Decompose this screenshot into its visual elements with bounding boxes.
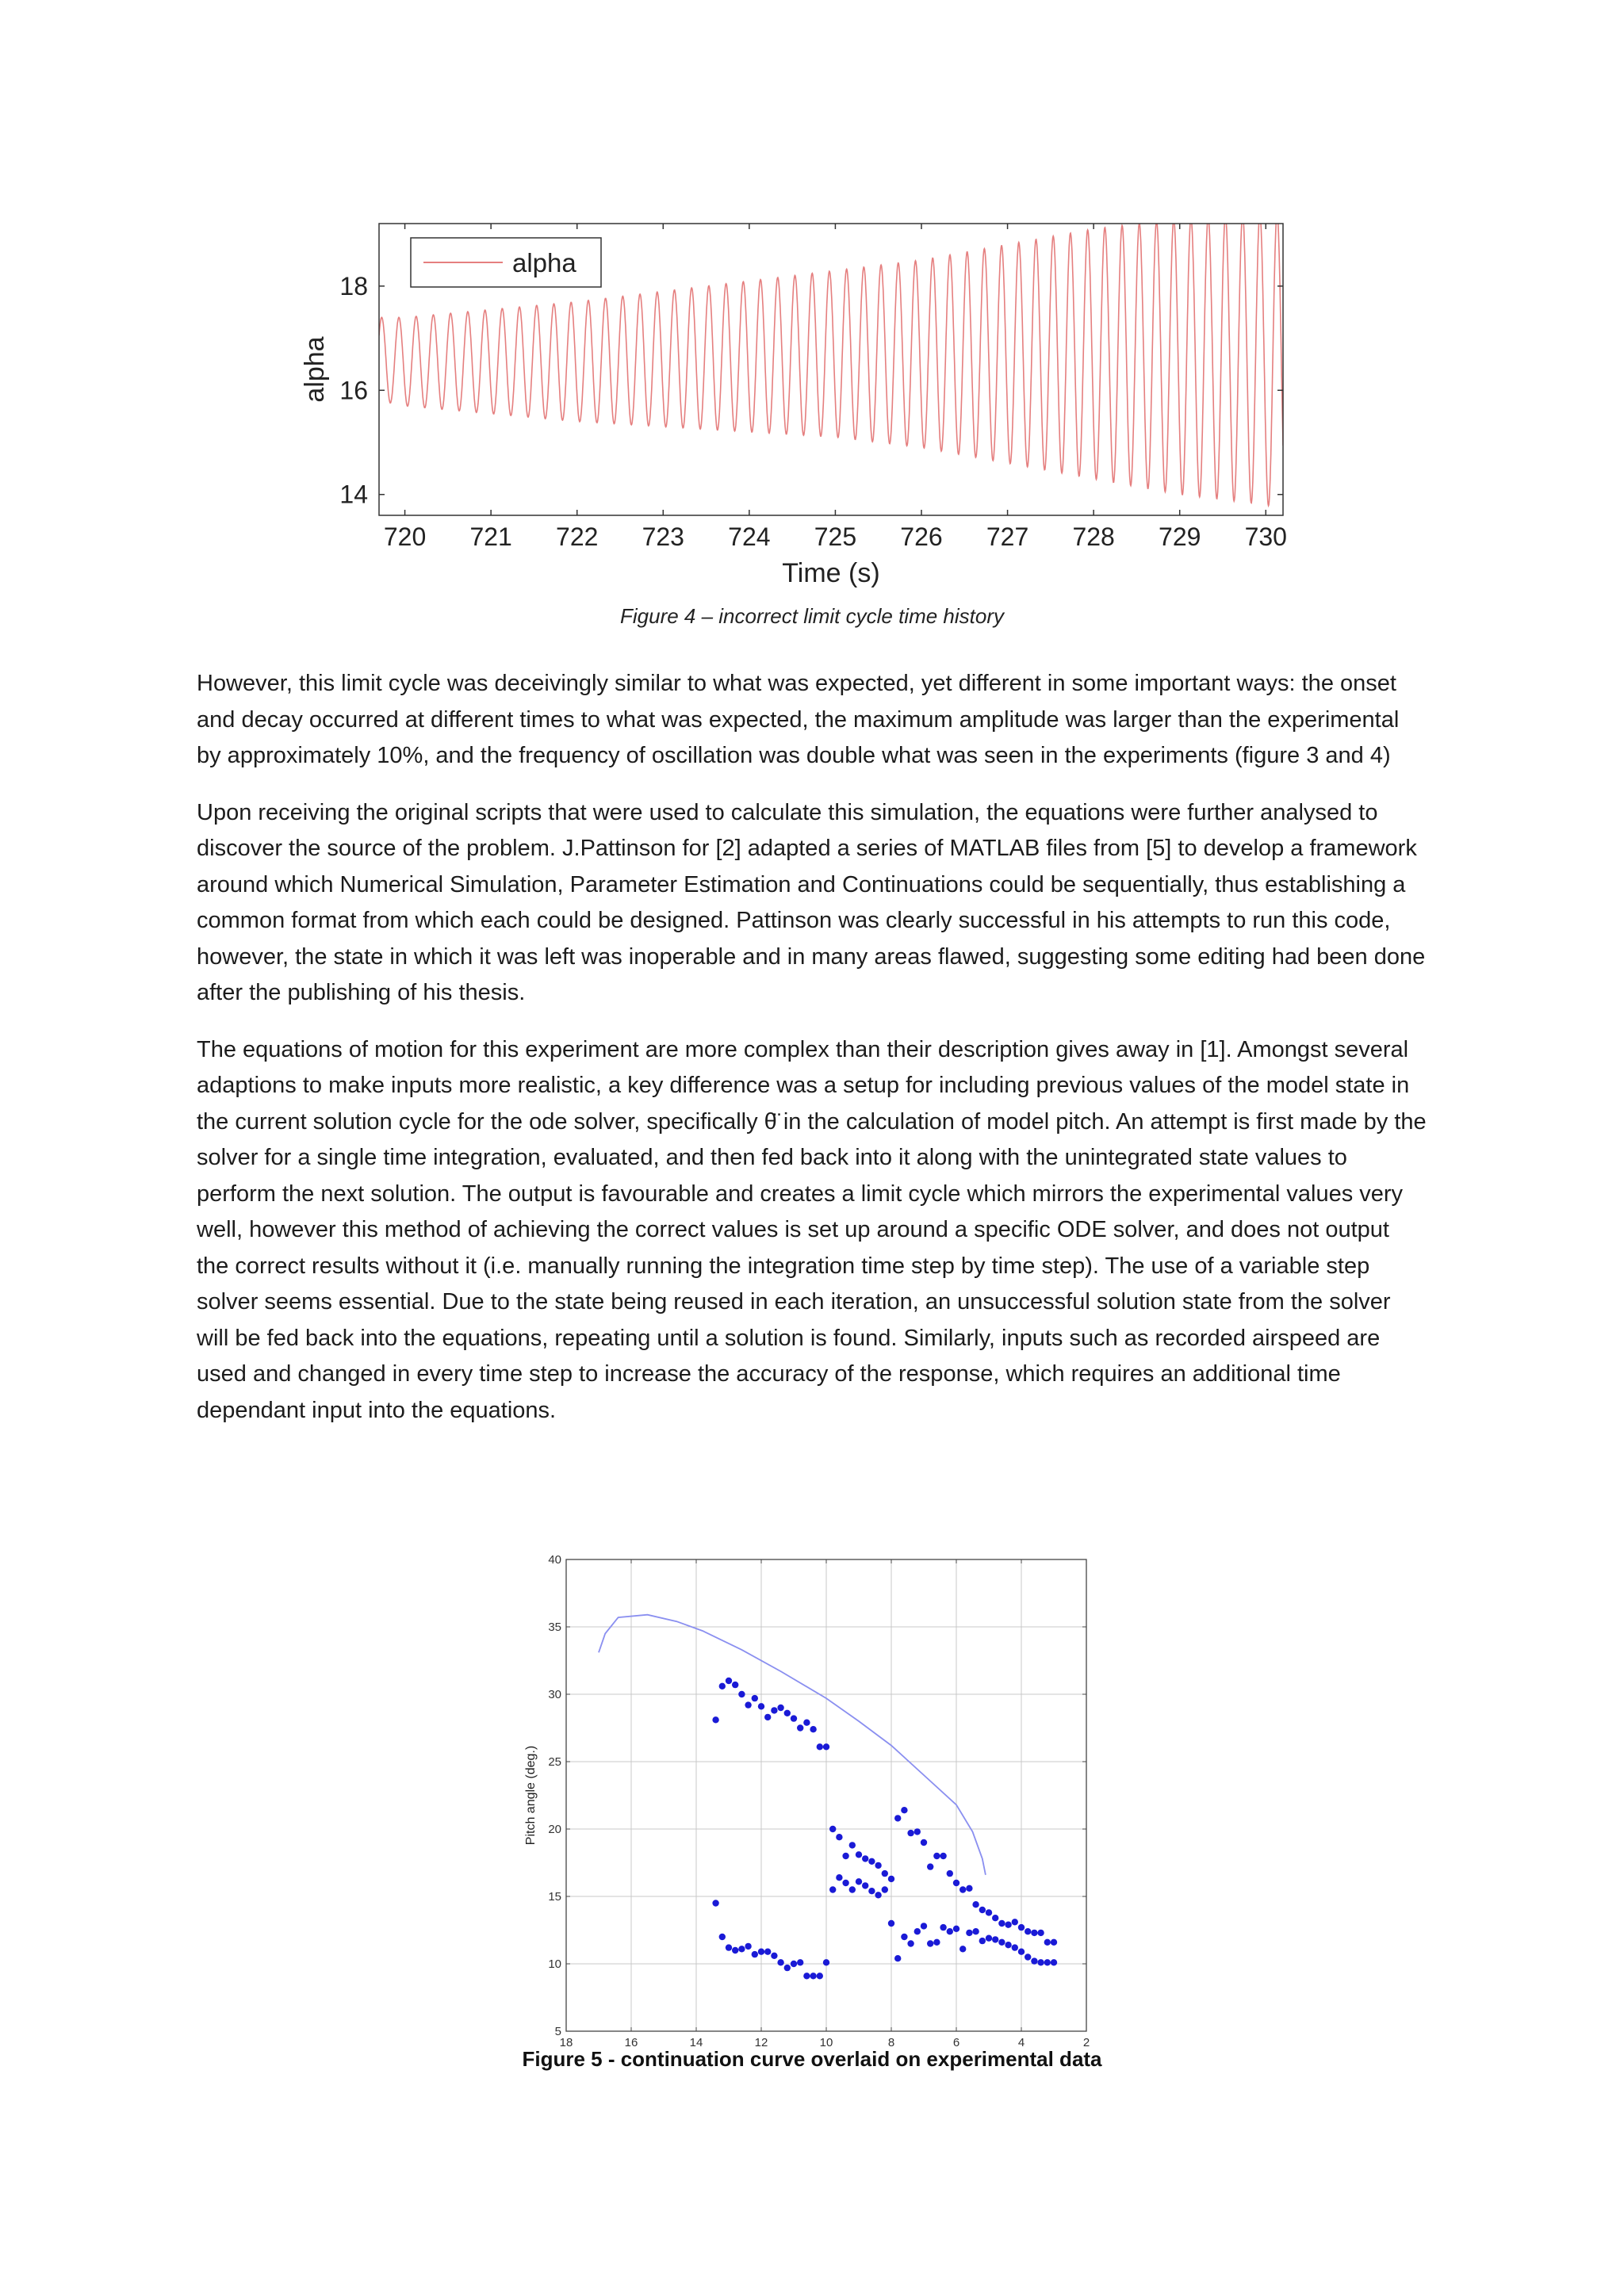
experimental-data-point <box>849 1886 856 1892</box>
experimental-data-point <box>998 1939 1005 1946</box>
experimental-data-point <box>914 1828 921 1835</box>
experimental-data-point <box>959 1886 966 1892</box>
figure-4-caption: Figure 4 – incorrect limit cycle time history <box>619 604 1005 628</box>
experimental-data-point <box>921 1839 927 1846</box>
experimental-data-point <box>882 1870 888 1877</box>
experimental-data-point <box>758 1949 764 1955</box>
experimental-data-point <box>764 1714 771 1720</box>
experimental-data-point <box>972 1928 979 1934</box>
body-text <box>197 666 1427 1449</box>
experimental-data-point <box>719 1683 726 1689</box>
experimental-data-point <box>862 1855 868 1862</box>
y-tick-label: 10 <box>548 1957 561 1971</box>
experimental-data-point <box>836 1834 842 1840</box>
experimental-data-point <box>797 1959 803 1965</box>
x-tick-label: 2 <box>1082 2036 1090 2049</box>
experimental-data-point <box>947 1928 953 1934</box>
y-tick-label: 35 <box>548 1621 561 1634</box>
experimental-data-point <box>732 1947 738 1954</box>
experimental-data-point <box>771 1707 777 1713</box>
experimental-data-point <box>979 1907 986 1913</box>
experimental-data-point <box>777 1705 783 1711</box>
experimental-data-point <box>856 1878 862 1885</box>
experimental-data-point <box>1031 1957 1037 1964</box>
experimental-data-point <box>784 1965 791 1971</box>
continuation-curve <box>599 1615 986 1875</box>
figure-5-chart <box>508 1542 1110 2049</box>
experimental-data-point <box>719 1934 726 1940</box>
experimental-data-point <box>758 1703 764 1709</box>
experimental-data-point <box>771 1953 777 1959</box>
y-tick-label: 20 <box>548 1823 561 1836</box>
experimental-data-point <box>726 1678 732 1684</box>
experimental-data-point <box>784 1710 791 1716</box>
experimental-data-point <box>914 1928 921 1934</box>
experimental-data-point <box>803 1973 810 1979</box>
experimental-data-point <box>777 1959 783 1965</box>
x-tick-label: 14 <box>689 2036 703 2049</box>
x-tick-label: 8 <box>887 2036 895 2049</box>
experimental-data-point <box>745 1701 751 1708</box>
experimental-data-point <box>1031 1930 1037 1936</box>
experimental-data-point <box>894 1955 901 1961</box>
x-tick-label: 724 <box>728 522 771 551</box>
experimental-data-point <box>817 1743 823 1750</box>
experimental-data-point <box>998 1920 1005 1927</box>
experimental-data-point <box>712 1716 718 1723</box>
legend-label-alpha: alpha <box>512 248 576 277</box>
figure-5-caption: Figure 5 - continuation curve overlaid on experimental data <box>522 2047 1102 2071</box>
experimental-data-point <box>810 1726 816 1732</box>
experimental-data-point <box>712 1900 718 1906</box>
experimental-data-point <box>953 1926 959 1932</box>
experimental-data-point <box>868 1888 875 1894</box>
alpha-time-history-plot <box>270 214 1324 595</box>
experimental-data-point <box>726 1944 732 1950</box>
experimental-data-point <box>888 1920 894 1927</box>
experimental-data-point <box>907 1830 914 1836</box>
x-tick-label: 721 <box>469 522 512 551</box>
x-tick-label: 730 <box>1244 522 1287 551</box>
experimental-data-point <box>803 1720 810 1726</box>
experimental-data-point <box>1018 1924 1025 1931</box>
experimental-data-point <box>875 1862 881 1869</box>
experimental-data-point <box>856 1851 862 1858</box>
experimental-data-point <box>907 1940 914 1946</box>
y-axis-label: Pitch angle (deg.) <box>524 1745 538 1846</box>
experimental-data-point <box>927 1863 933 1869</box>
experimental-data-point <box>979 1938 986 1944</box>
y-tick-label: 14 <box>339 480 368 509</box>
x-tick-label: 6 <box>952 2036 960 2049</box>
experimental-data-point <box>823 1743 829 1750</box>
experimental-data-point <box>933 1939 940 1946</box>
experimental-data-point <box>842 1880 848 1886</box>
experimental-data-point <box>791 1715 797 1721</box>
experimental-data-point <box>927 1940 933 1946</box>
experimental-data-point <box>849 1842 856 1848</box>
experimental-data-point <box>921 1923 927 1929</box>
experimental-data-point <box>966 1930 972 1936</box>
x-tick-label: 728 <box>1072 522 1115 551</box>
experimental-data-point <box>959 1946 966 1952</box>
y-tick-label: 16 <box>339 376 368 405</box>
experimental-data-point <box>940 1924 946 1931</box>
experimental-data-point <box>1051 1959 1057 1965</box>
x-tick-label: 723 <box>642 522 684 551</box>
experimental-data-point <box>1037 1959 1044 1965</box>
experimental-data-point <box>817 1973 823 1979</box>
experimental-data-point <box>933 1853 940 1859</box>
experimental-data-point <box>1005 1942 1011 1948</box>
experimental-data-point <box>764 1949 771 1955</box>
experimental-data-point <box>732 1682 738 1688</box>
y-axis-label: alpha <box>300 336 330 403</box>
x-tick-label: 720 <box>383 522 427 551</box>
experimental-data-point <box>1025 1928 1031 1934</box>
y-tick-label: 40 <box>548 1553 561 1567</box>
experimental-data-point <box>953 1880 959 1886</box>
experimental-data-point <box>972 1901 979 1908</box>
legend <box>411 238 601 287</box>
y-tick-label: 15 <box>548 1890 561 1904</box>
figure-4-chart <box>270 214 1324 595</box>
experimental-data-point <box>901 1807 907 1813</box>
experimental-data-point <box>888 1876 894 1882</box>
x-tick-label: 727 <box>986 522 1029 551</box>
continuation-plot <box>508 1542 1110 2049</box>
experimental-data-point <box>986 1909 992 1915</box>
experimental-data-point <box>992 1936 998 1942</box>
experimental-data-point <box>745 1943 751 1950</box>
experimental-data-point <box>791 1961 797 1967</box>
experimental-data-point <box>1025 1954 1031 1960</box>
experimental-data-point <box>966 1885 972 1892</box>
experimental-data-point <box>1037 1930 1044 1936</box>
experimental-data-point <box>947 1870 953 1877</box>
experimental-data-point <box>752 1695 758 1701</box>
experimental-data-point <box>901 1934 907 1940</box>
y-tick-label: 30 <box>548 1688 561 1701</box>
experimental-data-point <box>1012 1919 1018 1925</box>
paragraph-3: The equations of motion for this experiment are more complex than their description gives away in [1]. Amongst several adaptions to make inputs more realistic, a key difference was a setup for including previous values of the model state in the current solution cycle for the ode solver, specifically θ̈ in the calculation of model pitch. An attempt is first made by the solver for a single time integration, evaluated, and then fed back into it along with the unintegrated state values to perform the next solution. The output is favourable and creates a limit cycle which mirrors the experimental values very well, however this method of achieving the correct values is set up around a specific ODE solver, and does not output the correct results without it (i.e. manually running the integration time step by time step). The use of a variable step solver seems essential. Due to the state being reused in each iteration, an unsuccessful solution state from the solver will be fed back into the equations, repeating until a solution is found. Similarly, inputs such as recorded airspeed are used and changed in every time step to increase the accuracy of the response, which requires an additional time dependant input into the equations. <box>197 1036 1427 1423</box>
experimental-data-point <box>842 1853 848 1859</box>
x-tick-label: 726 <box>900 522 943 551</box>
experimental-data-point <box>992 1915 998 1921</box>
x-tick-label: 10 <box>819 2036 833 2049</box>
experimental-data-point <box>875 1892 881 1898</box>
x-tick-label: 12 <box>754 2036 768 2049</box>
experimental-data-point <box>940 1853 946 1859</box>
experimental-data-point <box>1051 1939 1057 1946</box>
y-tick-label: 18 <box>339 271 368 300</box>
x-tick-label: 729 <box>1159 522 1201 551</box>
x-tick-label: 4 <box>1017 2036 1025 2049</box>
experimental-data-point <box>1012 1944 1018 1950</box>
x-axis-label: Time (s) <box>782 558 880 588</box>
experimental-data-point <box>868 1858 875 1865</box>
experimental-data-point <box>829 1826 836 1832</box>
y-tick-label: 25 <box>548 1755 561 1769</box>
experimental-data-point <box>810 1973 816 1979</box>
experimental-data-point <box>829 1886 836 1892</box>
x-tick-label: 16 <box>624 2036 638 2049</box>
experimental-data-point <box>738 1691 745 1697</box>
experimental-data-point <box>1018 1949 1025 1955</box>
paragraph-2: Upon receiving the original scripts that were used to calculate this simulation, the equations were further analysed to discover the source of the problem. J.Pattinson for [2] adapted a series of MATLAB files from [5] to develop a framework around which Numerical Simulation, Parameter Estimation and Continuations could be sequentially, thus establishing a common format from which each could be designed. Pattinson was clearly successful in his attempts to run this code, however, the state in which it was left was inoperable and in many areas flawed, suggesting some editing had been done after the publishing of his thesis. <box>197 799 1426 1005</box>
experimental-data-point <box>894 1815 901 1821</box>
experimental-data-point <box>1005 1922 1011 1928</box>
experimental-data-point <box>823 1959 829 1965</box>
paragraph-1: However, this limit cycle was deceivingly similar to what was expected, yet different in some important ways: the onset and decay occurred at different times to what was expected, the maximum amplitude was larger than the experimental by approximately 10%, and the frequency of oscillation was double what was seen in the experiments (figure 3 and 4) <box>197 671 1400 768</box>
y-tick-label: 5 <box>554 2025 561 2038</box>
x-tick-label: 725 <box>814 522 857 551</box>
x-tick-label: 18 <box>559 2036 573 2049</box>
experimental-data-point <box>862 1882 868 1888</box>
experimental-data-point <box>797 1724 803 1731</box>
experimental-data-point <box>738 1946 745 1952</box>
experimental-data-point <box>752 1951 758 1957</box>
x-tick-label: 722 <box>556 522 599 551</box>
experimental-data-point <box>986 1935 992 1942</box>
experimental-data-point <box>882 1886 888 1892</box>
experimental-data-point <box>1044 1959 1051 1965</box>
experimental-data-point <box>836 1874 842 1881</box>
experimental-data-point <box>1044 1939 1051 1946</box>
